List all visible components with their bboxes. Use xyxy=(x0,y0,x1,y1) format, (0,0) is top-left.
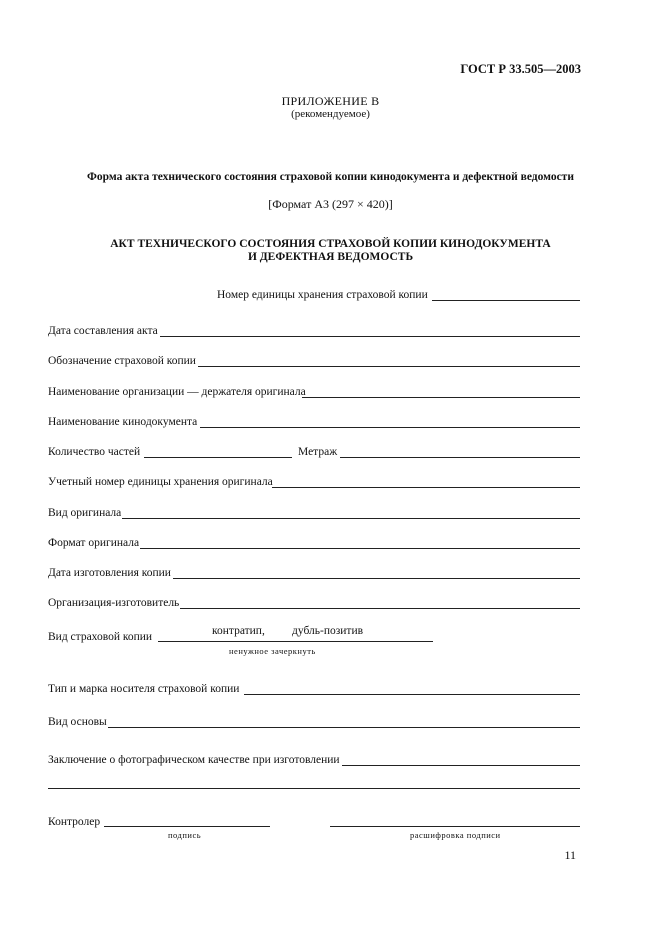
act-title xyxy=(0,238,661,264)
act-date-line[interactable] xyxy=(160,336,580,337)
footage-line[interactable] xyxy=(340,457,580,458)
form-title: Форма акта технического состояния страховой копии кинодокумента и дефектной ведомости xyxy=(87,171,574,183)
storage-unit-number-label: Номер единицы хранения страховой копии xyxy=(217,289,428,301)
holder-org-label: Наименование организации — держателя оригинала xyxy=(48,386,306,398)
footage-label: Метраж xyxy=(298,446,338,458)
manufacturer-line[interactable] xyxy=(180,608,580,609)
copy-date-label: Дата изготовления копии xyxy=(48,567,171,579)
original-type-label: Вид оригинала xyxy=(48,507,122,519)
carrier-type-line[interactable] xyxy=(244,694,580,695)
storage-unit-number-line[interactable] xyxy=(432,300,580,301)
controller-decoding-line[interactable] xyxy=(330,826,580,827)
format-note: [Формат А3 (297 × 420)] xyxy=(268,197,393,211)
film-name-label: Наименование кинодокумента xyxy=(48,416,198,428)
copy-type-hint: ненужное зачеркнуть xyxy=(229,646,316,656)
photo-quality-line-2[interactable] xyxy=(48,788,580,789)
original-format-line[interactable] xyxy=(140,548,580,549)
base-type-label: Вид основы xyxy=(48,716,107,728)
standard-number: ГОСТ Р 33.505—2003 xyxy=(460,62,581,76)
copy-type-label: Вид страховой копии xyxy=(48,631,153,643)
copy-type-option-1[interactable]: контратип, xyxy=(212,625,265,637)
copy-type-line[interactable] xyxy=(158,641,433,642)
film-name-line[interactable] xyxy=(200,427,580,428)
copy-designation-label: Обозначение страховой копии xyxy=(48,355,196,367)
controller-signature-line[interactable] xyxy=(104,826,270,827)
holder-org-line[interactable] xyxy=(302,397,580,398)
controller-label: Контролер xyxy=(48,816,101,828)
copy-type-option-2[interactable]: дубль-позитив xyxy=(292,625,364,637)
signature-hint: подпись xyxy=(168,830,202,840)
page-number: 11 xyxy=(564,848,576,862)
photo-quality-label: Заключение о фотографическом качестве при изготовлении xyxy=(48,754,340,766)
original-account-number-line[interactable] xyxy=(272,487,580,488)
original-account-number-label: Учетный номер единицы хранения оригинала xyxy=(48,476,273,488)
original-format-label: Формат оригинала xyxy=(48,537,140,549)
original-type-line[interactable] xyxy=(122,518,580,519)
photo-quality-line[interactable] xyxy=(342,765,580,766)
decoding-hint: расшифровка подписи xyxy=(410,830,501,840)
appendix-title: ПРИЛОЖЕНИЕ В xyxy=(281,94,380,108)
act-date-label: Дата составления акта xyxy=(48,325,158,337)
copy-date-line[interactable] xyxy=(173,578,580,579)
base-type-line[interactable] xyxy=(108,727,580,728)
copy-designation-line[interactable] xyxy=(198,366,580,367)
parts-count-line[interactable] xyxy=(144,457,292,458)
manufacturer-label: Организация-изготовитель xyxy=(48,597,180,609)
act-title-line2: И ДЕФЕКТНАЯ ВЕДОМОСТЬ xyxy=(247,251,414,263)
parts-count-label: Количество частей xyxy=(48,446,141,458)
appendix-subtitle: (рекомендуемое) xyxy=(291,108,370,120)
carrier-type-label: Тип и марка носителя страховой копии xyxy=(48,683,240,695)
act-title-line1: АКТ ТЕХНИЧЕСКОГО СОСТОЯНИЯ СТРАХОВОЙ КОПИИ КИНОДОКУМЕНТА xyxy=(110,238,551,250)
